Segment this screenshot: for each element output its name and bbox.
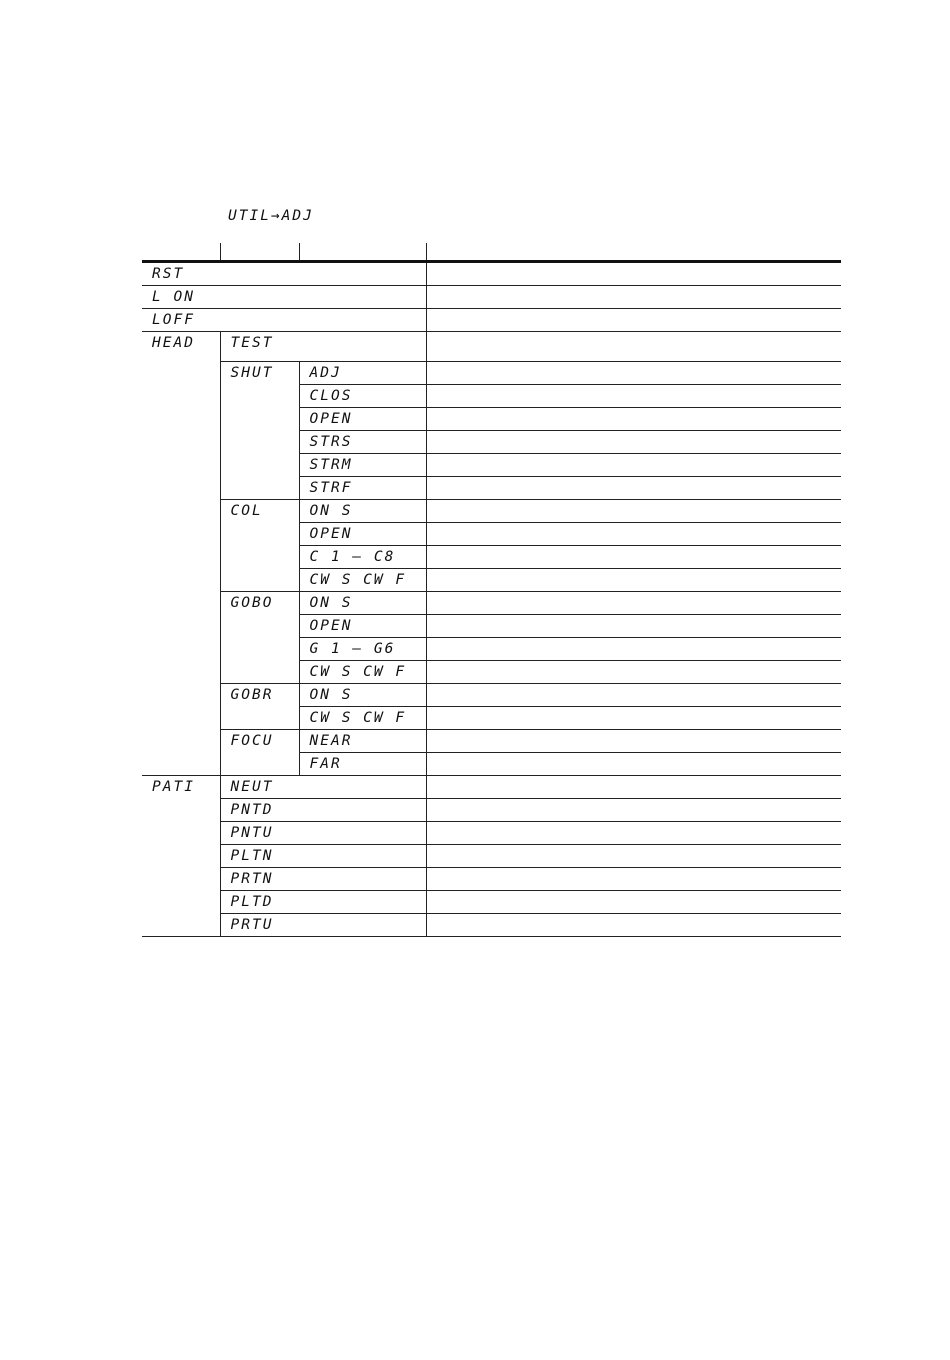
description-cell (426, 684, 841, 707)
menu-item-shut-strs[interactable]: STRS (299, 431, 426, 454)
table-row (142, 684, 841, 707)
menu-item-shut[interactable]: SHUT (220, 362, 299, 500)
table-row (142, 730, 841, 753)
menu-item-gobo-cw[interactable]: CW S CW F (299, 661, 426, 684)
description-cell (426, 753, 841, 776)
menu-item-pntd[interactable]: PNTD (220, 799, 426, 822)
table-header-row (142, 243, 841, 262)
description-cell (426, 477, 841, 500)
description-cell (426, 730, 841, 753)
description-cell (426, 523, 841, 546)
adjust-menu-table (142, 243, 841, 937)
description-cell (426, 332, 841, 362)
description-cell (426, 362, 841, 385)
menu-item-gobo-g1-g6[interactable]: G 1 – G6 (299, 638, 426, 661)
menu-item-gobr-cw[interactable]: CW S CW F (299, 707, 426, 730)
menu-item-col-cw[interactable]: CW S CW F (299, 569, 426, 592)
menu-item-col[interactable]: COL (220, 500, 299, 592)
table-row (142, 776, 841, 799)
description-cell (426, 891, 841, 914)
description-cell (426, 408, 841, 431)
description-cell (426, 615, 841, 638)
table-row (142, 500, 841, 523)
menu-item-gobo[interactable]: GOBO (220, 592, 299, 684)
table-row (142, 845, 841, 868)
menu-item-focu-far[interactable]: FAR (299, 753, 426, 776)
menu-item-prtn[interactable]: PRTN (220, 868, 426, 891)
description-cell (426, 914, 841, 937)
header-cell (220, 243, 299, 262)
menu-item-pltd[interactable]: PLTD (220, 891, 426, 914)
description-cell (426, 845, 841, 868)
menu-path: UTIL→ADJ (228, 208, 314, 224)
table-row (142, 868, 841, 891)
menu-item-shut-adj[interactable]: ADJ (299, 362, 426, 385)
description-cell (426, 799, 841, 822)
description-cell (426, 822, 841, 845)
menu-item-shut-strm[interactable]: STRM (299, 454, 426, 477)
menu-item-prtu[interactable]: PRTU (220, 914, 426, 937)
menu-item-lamp-on[interactable]: L ON (142, 286, 426, 309)
description-cell (426, 592, 841, 615)
description-cell (426, 569, 841, 592)
table-row (142, 362, 841, 385)
description-cell (426, 309, 841, 332)
menu-item-head[interactable]: HEAD (142, 332, 220, 776)
menu-item-pati[interactable]: PATI (142, 776, 220, 937)
description-cell (426, 454, 841, 477)
header-cell (426, 243, 841, 262)
menu-item-neut[interactable]: NEUT (220, 776, 426, 799)
description-cell (426, 776, 841, 799)
table-row (142, 309, 841, 332)
description-cell (426, 385, 841, 408)
menu-item-gobr-on-s[interactable]: ON S (299, 684, 426, 707)
table-row (142, 822, 841, 845)
table-row (142, 262, 841, 286)
header-cell (142, 243, 220, 262)
menu-item-test[interactable]: TEST (220, 332, 426, 362)
menu-item-shut-open[interactable]: OPEN (299, 408, 426, 431)
description-cell (426, 286, 841, 309)
menu-item-col-c1-c8[interactable]: C 1 – C8 (299, 546, 426, 569)
description-cell (426, 868, 841, 891)
table-row (142, 914, 841, 937)
description-cell (426, 707, 841, 730)
menu-item-focu-near[interactable]: NEAR (299, 730, 426, 753)
menu-item-col-on-s[interactable]: ON S (299, 500, 426, 523)
menu-item-pntu[interactable]: PNTU (220, 822, 426, 845)
menu-item-pltn[interactable]: PLTN (220, 845, 426, 868)
description-cell (426, 546, 841, 569)
description-cell (426, 262, 841, 286)
menu-item-lamp-off[interactable]: LOFF (142, 309, 426, 332)
description-cell (426, 638, 841, 661)
description-cell (426, 431, 841, 454)
menu-item-rst[interactable]: RST (142, 262, 426, 286)
menu-item-shut-strf[interactable]: STRF (299, 477, 426, 500)
menu-item-focu[interactable]: FOCU (220, 730, 299, 776)
table-row (142, 891, 841, 914)
description-cell (426, 661, 841, 684)
menu-item-col-open[interactable]: OPEN (299, 523, 426, 546)
menu-item-shut-clos[interactable]: CLOS (299, 385, 426, 408)
menu-item-gobo-open[interactable]: OPEN (299, 615, 426, 638)
menu-item-gobr[interactable]: GOBR (220, 684, 299, 730)
table-row (142, 332, 841, 362)
description-cell (426, 500, 841, 523)
table-row (142, 799, 841, 822)
header-cell (299, 243, 426, 262)
menu-item-gobo-on-s[interactable]: ON S (299, 592, 426, 615)
table-row (142, 592, 841, 615)
table-row (142, 286, 841, 309)
